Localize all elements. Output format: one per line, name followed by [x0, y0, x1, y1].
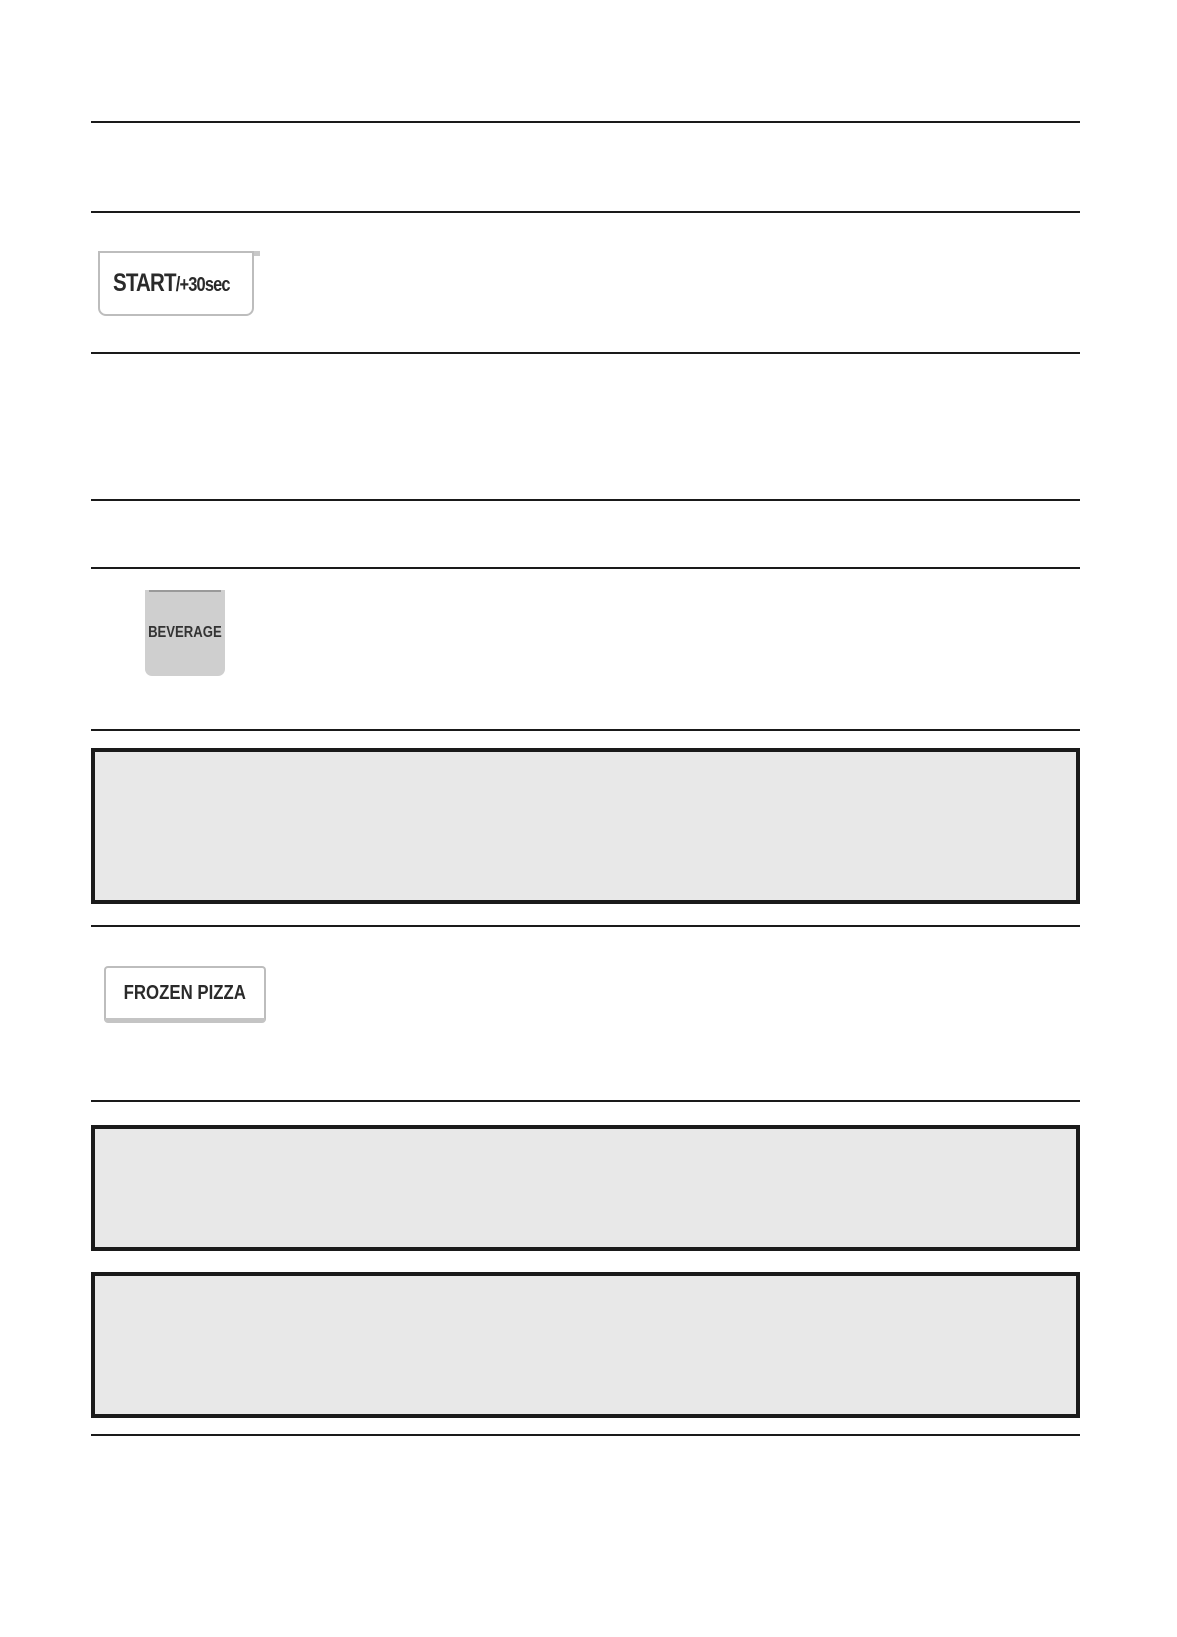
note-box-1: [91, 748, 1080, 904]
section-divider-7: [91, 925, 1080, 927]
section-divider-6: [91, 729, 1080, 731]
section-divider-5: [91, 567, 1080, 569]
section-divider-2: [91, 211, 1080, 213]
section-divider-1: [91, 121, 1080, 123]
start-30sec-button: [98, 251, 254, 316]
section-divider-3: [91, 352, 1080, 354]
section-divider-4: [91, 499, 1080, 501]
start-button-sub-label: /+30sec: [175, 274, 230, 296]
frozen-pizza-button-label: FROZEN PIZZA: [123, 981, 247, 1004]
frozen-pizza-button: [104, 966, 266, 1023]
beverage-button-label: BEVERAGE: [148, 624, 222, 641]
section-divider-8: [91, 1100, 1080, 1102]
section-divider-9: [91, 1434, 1080, 1436]
start-button-main-label: START: [113, 269, 176, 297]
note-box-2: [91, 1125, 1080, 1251]
note-box-3: [91, 1272, 1080, 1418]
beverage-button: [145, 590, 225, 676]
